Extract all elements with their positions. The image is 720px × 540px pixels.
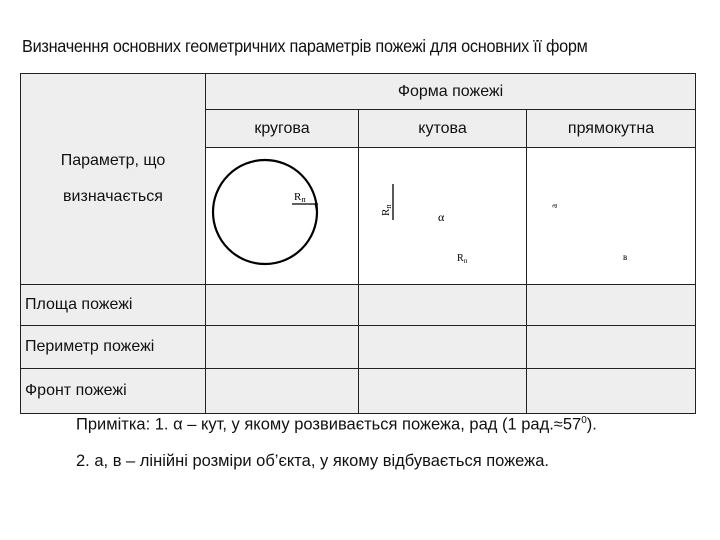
rect-side-a-label: а: [549, 204, 559, 208]
circular-diagram-cell: [206, 148, 359, 285]
column-label-angular: кутова: [418, 119, 467, 137]
circular-fire-diagram: [206, 148, 359, 279]
column-header-rectangular: [527, 110, 696, 148]
angle-label: α: [438, 210, 445, 224]
row-label-front: Фронт пожежі: [21, 369, 206, 414]
row-label-perimeter: Периметр пожежі: [21, 326, 206, 369]
parameter-header-line1: Параметр, що: [60, 152, 166, 169]
footnote: [76, 403, 706, 479]
fire-parameters-table: [20, 73, 696, 414]
cell-perimeter-circular: [206, 326, 359, 369]
column-label-circular: кругова: [254, 119, 310, 137]
cell-perimeter-angular: [359, 326, 527, 369]
page-title: Визначення основних геометричних параметрів пожежі для основних її форм: [22, 36, 588, 56]
rectangular-diagram-cell: [527, 148, 696, 285]
form-header-label: Форма пожежі: [397, 82, 504, 100]
footnote-degree-sup: 0: [581, 415, 587, 426]
angular-bottom-radius-label: $R_п$: [457, 253, 468, 265]
row-label-area: Площа пожежі: [21, 285, 206, 326]
circular-radius-label: Rп: [294, 191, 306, 204]
cell-perimeter-rectangular: [527, 326, 696, 369]
fire-circle-shape: [213, 160, 317, 264]
rect-side-b-label: в: [623, 252, 628, 262]
footnote-line-1-end: ).: [586, 415, 597, 434]
parameter-header-cell: [21, 74, 206, 285]
angular-fire-diagram: [359, 148, 527, 279]
angular-radius-label: Rп: [380, 204, 393, 216]
column-label-rectangular: прямокутна: [567, 119, 655, 137]
column-header-angular: [359, 110, 527, 148]
form-header-cell: [206, 74, 696, 110]
cell-area-angular: [359, 285, 527, 326]
column-header-circular: [206, 110, 359, 148]
footnote-line-2: 2. а, в – лінійні розміри об’єкта, у якому відбувається пожежа.: [76, 451, 549, 470]
footnote-line-1: [76, 403, 706, 443]
footnote-line-1-text: Примітка: 1. α – кут, у якому розвивається пожежа, рад (1 рад.≈57: [76, 415, 582, 434]
angular-diagram-cell: [359, 148, 527, 285]
cell-area-circular: [206, 285, 359, 326]
cell-area-rectangular: [527, 285, 696, 326]
parameter-header-line2: визначається: [63, 188, 163, 205]
rectangular-fire-diagram: [527, 148, 696, 279]
